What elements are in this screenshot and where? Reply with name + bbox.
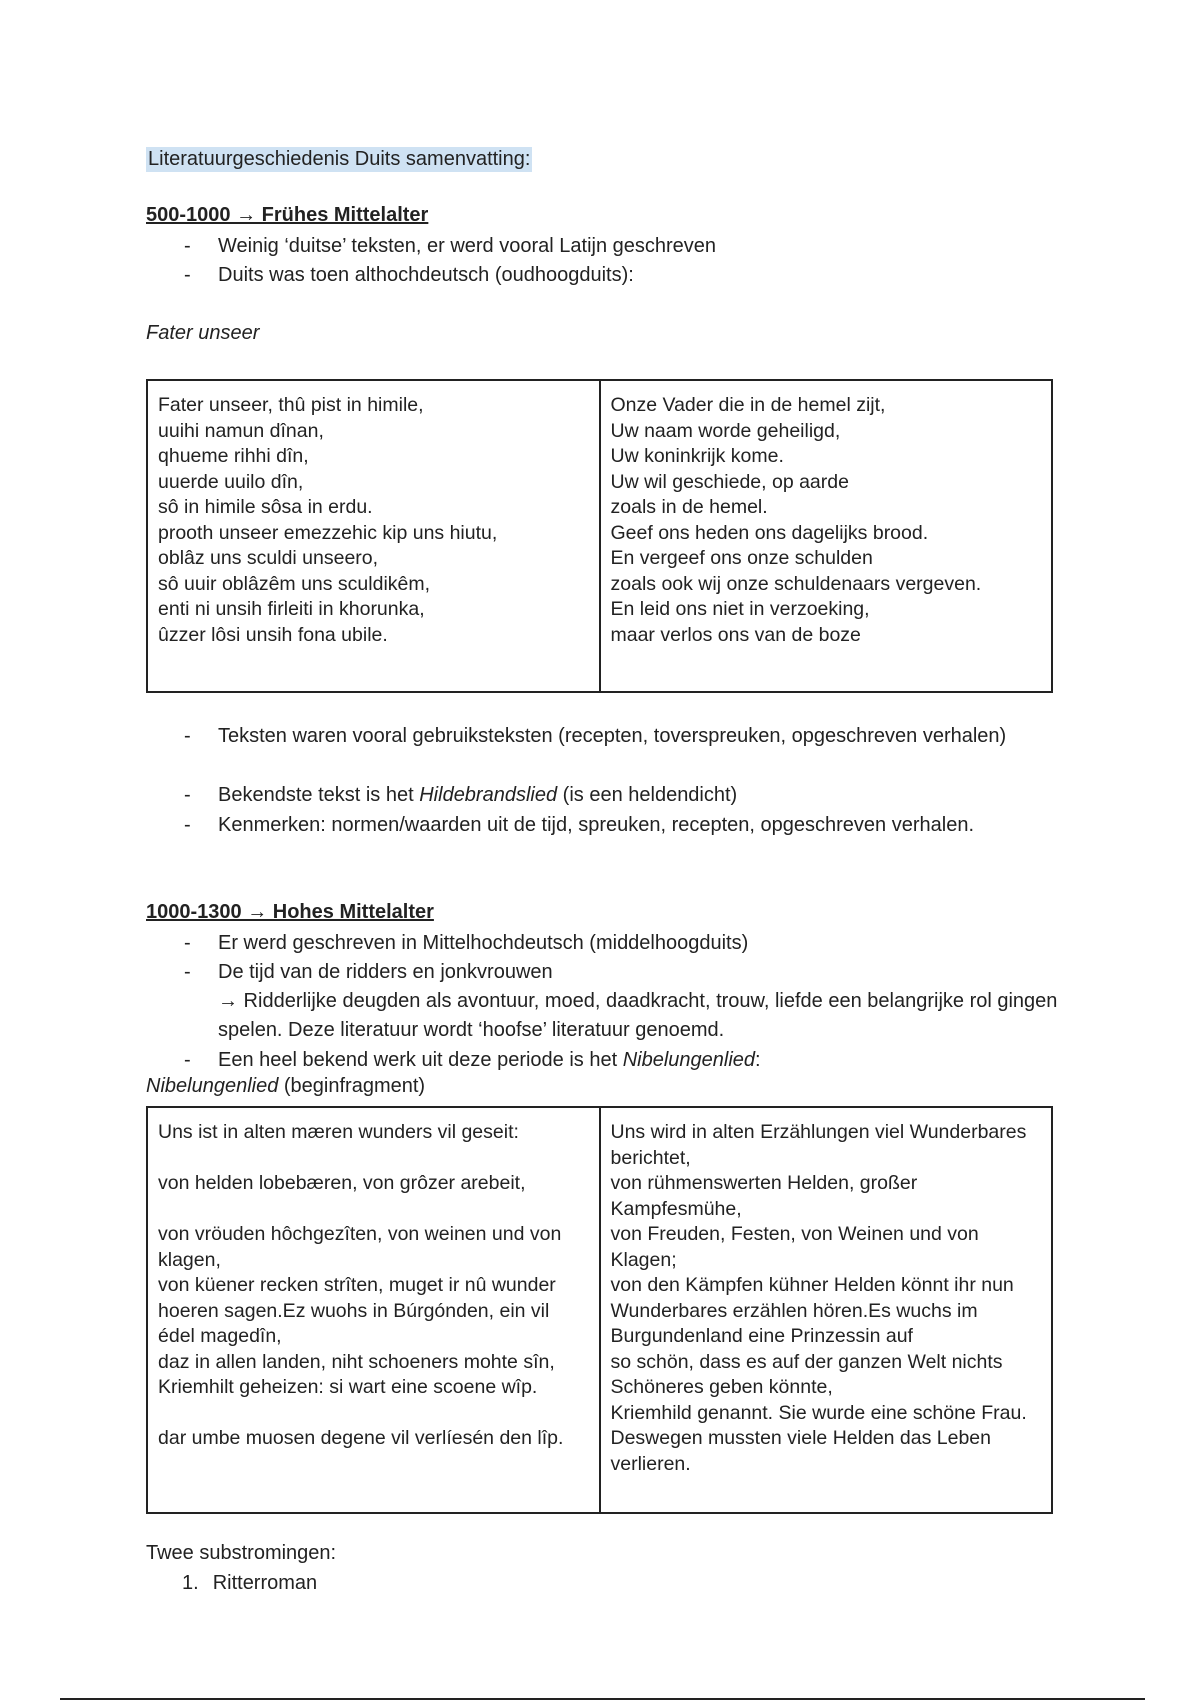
modern-german-column: Uns wird in alten Erzählungen viel Wunderbares berichtet, von rühmenswerten Helden, großer Kampfesmühe, von Freuden, Festen, von Weinen und von Klagen; von den Kämpfen kühner Helden könnt ihr nun Wunderbares erzählen hören.Es wuchs im Burgundenland eine Prinzessin auf so schön, dass es auf der ganzen Welt nichts Schöneres geben könnte, Kriemhild genannt. Sie wurde eine schöne Frau. Deswegen mussten viele Helden das Leben verlieren. — [600, 1107, 1053, 1513]
fater-unseer-table — [146, 379, 1053, 693]
verse-line: uuihi namun dînan, — [158, 419, 324, 442]
verse-line: Uw naam worde geheiligd, — [610, 419, 841, 442]
verse-line: En leid ons niet in verzoeking, — [610, 598, 870, 620]
verse-line: Uw wil geschiede, op aarde — [610, 470, 849, 493]
verse-line: Uw koninkrijk kome. — [610, 445, 784, 467]
section-heading-fruhes-mittelalter: 500-1000 → Frühes Mittelalter — [146, 204, 429, 226]
old-german-column — [147, 380, 600, 692]
verse-line: ûzzer lôsi unsih fona ubile. — [158, 623, 388, 646]
middle-high-german-column: Uns ist in alten mæren wunders vil geseit: von helden lobebæren, von grôzer arebeit, von vröuden hôchgezîten, von weinen und von klagen, von küener recken strîten, muget ir nû wunder hoeren sagen.Ez wuohs in Búrgónden, ein vil édel magedîn, daz in allen landen, niht schoeners mohte sîn, Kriemhilt geheizen: si wart eine scoene wîp. dar umbe muosen degene vil verlíesén den lîp. — [147, 1107, 600, 1513]
list-item: - Kenmerken: normen/waarden uit de tijd, spreuken, recepten, opgeschreven verhalen. — [184, 814, 975, 836]
verse-line: Fater unseer, thû pist in himile, — [158, 394, 424, 416]
verse-line: zoals ook wij onze schuldenaars vergeven. — [610, 572, 982, 595]
verse-line: prooth unseer emezzehic kip uns hiutu, — [158, 521, 498, 544]
list-item: - Duits was toen althochdeutsch (oudhoogduits): — [184, 264, 634, 286]
section-heading-hohes-mittelalter: 1000-1300 → Hohes Mittelalter — [146, 901, 434, 923]
arrow-note: → Ridderlijke deugden als avontuur, moed, daadkracht, trouw, liefde een belangrijke rol gingen spelen. Deze literatuur wordt ‘hoofse’ literatuur genoemd. — [218, 990, 1058, 1041]
subtitle-fater-unseer: Fater unseer — [146, 322, 260, 344]
verse-line: enti ni unsih firleiti in khorunka, — [158, 598, 425, 620]
list-item: - Een heel bekend werk uit deze periode is het Nibelungenlied: — [184, 1049, 761, 1071]
hildebrandslied-title: Hildebrandslied — [419, 784, 558, 806]
list-item: - Er werd geschreven in Mittelhochdeutsch (middelhoogduits) — [184, 932, 749, 954]
list-item: - Weinig ‘duitse’ teksten, er werd vooral Latijn geschreven — [184, 235, 717, 257]
dutch-translation-column — [600, 380, 1053, 692]
substromingen-label: Twee substromingen: — [146, 1542, 337, 1564]
verse-line: Onze Vader die in de hemel zijt, — [610, 394, 886, 416]
verse-line: En vergeef ons onze schulden — [610, 547, 873, 569]
verse-line: qhueme rihhi dîn, — [158, 445, 309, 467]
verse-line: sô in himile sôsa in erdu. — [158, 496, 373, 518]
document-title: Literatuurgeschiedenis Duits samenvatting: — [148, 148, 531, 170]
numbered-item: 1. Ritterroman — [182, 1572, 318, 1594]
verse-line: zoals in de hemel. — [610, 496, 768, 518]
verse-line: oblâz uns sculdi unseero, — [158, 547, 379, 569]
list-item: - Bekendste tekst is het Hildebrandslied (is een heldendicht) — [184, 784, 738, 806]
nibelungenlied-table — [146, 1106, 1053, 1514]
subtitle-nibelungenlied: Nibelungenlied (beginfragment) — [146, 1075, 426, 1097]
verse-line: Geef ons heden ons dagelijks brood. — [610, 521, 929, 544]
list-item: - De tijd van de ridders en jonkvrouwen — [184, 961, 553, 983]
verse-line: sô uuir oblâzêm uns sculdikêm, — [158, 572, 431, 595]
verse-line: uuerde uuilo dîn, — [158, 470, 304, 493]
verse-line: maar verlos ons van de boze — [610, 623, 861, 646]
list-item: - Teksten waren vooral gebruiksteksten (recepten, toverspreuken, opgeschreven verhalen) — [184, 725, 1007, 747]
